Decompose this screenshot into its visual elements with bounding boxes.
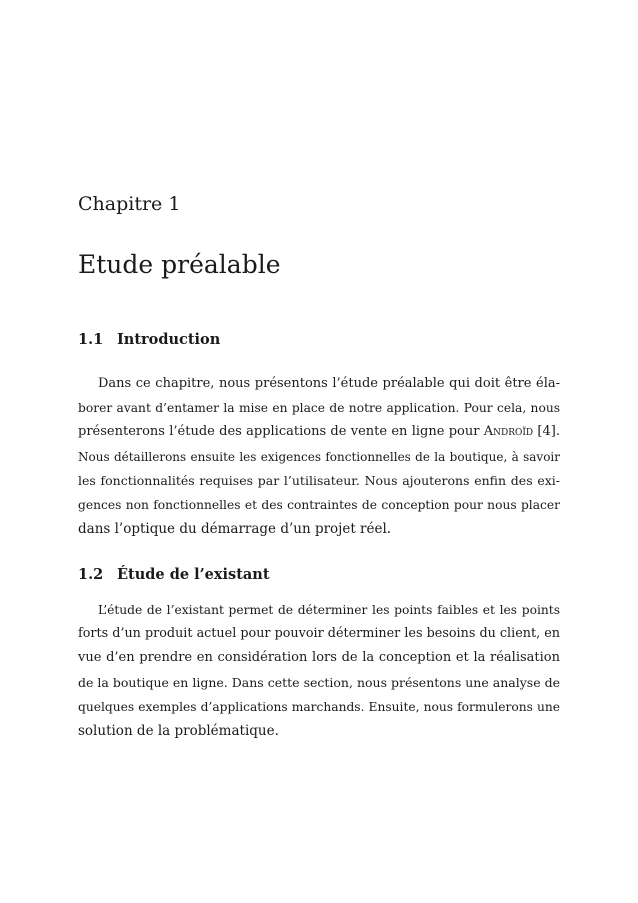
text-line: borer avant d’entamer la mise en place de notre application. Pour cela, nous <box>78 401 560 416</box>
text-line: les fonctionnalités requises par l’utilisateur. Nous ajouterons enfin des exi- <box>78 472 560 488</box>
section-title: Introduction <box>117 331 221 348</box>
android-smallcaps: Androïd <box>483 424 534 440</box>
chapter-title: Etude préalable <box>78 250 281 279</box>
section-title: Étude de l’existant <box>117 566 270 583</box>
text-line: gences non fonctionnelles et des contraintes de conception pour nous placer <box>78 497 560 512</box>
introduction-paragraph <box>78 372 560 541</box>
text-line: Nous détaillerons ensuite les exigences fonctionnelles de la boutique, à savoir <box>78 449 560 464</box>
text-segment: présenterons l’étude des applications de vente en ligne pour <box>78 424 484 440</box>
citation-reference: [4]. <box>533 424 560 440</box>
text-line: dans l’optique du démarrage d’un projet réel. <box>78 521 392 538</box>
text-line <box>78 420 560 444</box>
text-line: forts d’un produit actuel pour pouvoir déterminer les besoins du client, en <box>78 626 560 642</box>
existant-paragraph <box>78 598 560 743</box>
section-number: 1.2 <box>78 566 104 583</box>
text-line: vue d’en prendre en considération lors de la conception et la réalisation <box>78 650 560 666</box>
section-heading-existant <box>78 566 270 583</box>
text-line: quelques exemples d’applications marchands. Ensuite, nous formulerons une <box>78 699 560 714</box>
text-line: de la boutique en ligne. Dans cette section, nous présentons une analyse de <box>78 674 560 690</box>
text-line: solution de la problématique. <box>78 722 279 739</box>
section-number: 1.1 <box>78 331 104 348</box>
text-line: L’étude de l’existant permet de déterminer les points faibles et les points <box>98 603 560 617</box>
chapter-label: Chapitre 1 <box>78 193 181 215</box>
section-heading-introduction <box>78 331 220 348</box>
text-line: Dans ce chapitre, nous présentons l’étude préalable qui doit être éla- <box>98 376 560 391</box>
